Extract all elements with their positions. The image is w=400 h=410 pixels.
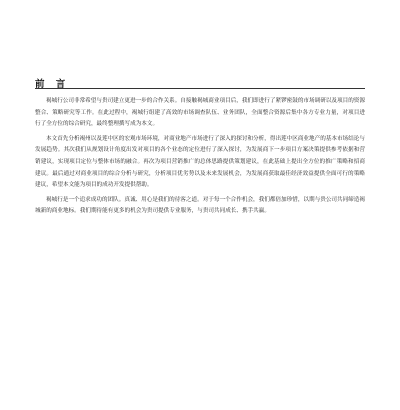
document-body [35, 96, 365, 221]
title-divider [35, 88, 365, 89]
paragraph-content-summary: 本文首先分析褐州以及莲中区的宏观市场环境，对商业地产市场进行了深入的探讨和分析，得出莲中区商业地产的基本市场结论与发展趋势。其次我们从规划设计角度出发对项目的各个业态的定位进行了深入探讨，为发展商下一步项目方案决策提供参考依据和营销建议，实现项目定位与整体市场的融合。再次为项目营销推广的总体思路提供策划建议，在此基础上提出全方位的推广策略和招商建议。最后通过对商业项目的综合分析与研究，分析项目优劣势以及未来发展机会，为发展商获取最佳经济效益提供全面可行的策略建议，希望本文能为项目的成功开发提供帮助。 [35, 135, 365, 189]
page-title: 前 言 [35, 79, 70, 90]
paragraph-closing: 褐城行是一个追求成功的团队。真诚、用心是我们的待客之道。对于每一个合作机会，我们都倍加珍惜，以期与贵公司共同缔造褐城新的商业地标。我们期待能有更多的机会为贵司提供专业服务，与贵司共同成长、携手共赢。 [35, 196, 365, 215]
paragraph-intro: 褐城行公司非常希望与贵司建立更进一步的合作关系。自接触褐城商业项目后，我们即进行了紧锣密鼓的市场调研以及项目的资源整合、策略研究等工作。在此过程中，褐城行组建了高效的市场调查队伍、业务团队，全面整合资源后集中各方专业力量，对项目进行了全方位的综合研究，最终整理撰写成为本文。 [35, 98, 365, 128]
